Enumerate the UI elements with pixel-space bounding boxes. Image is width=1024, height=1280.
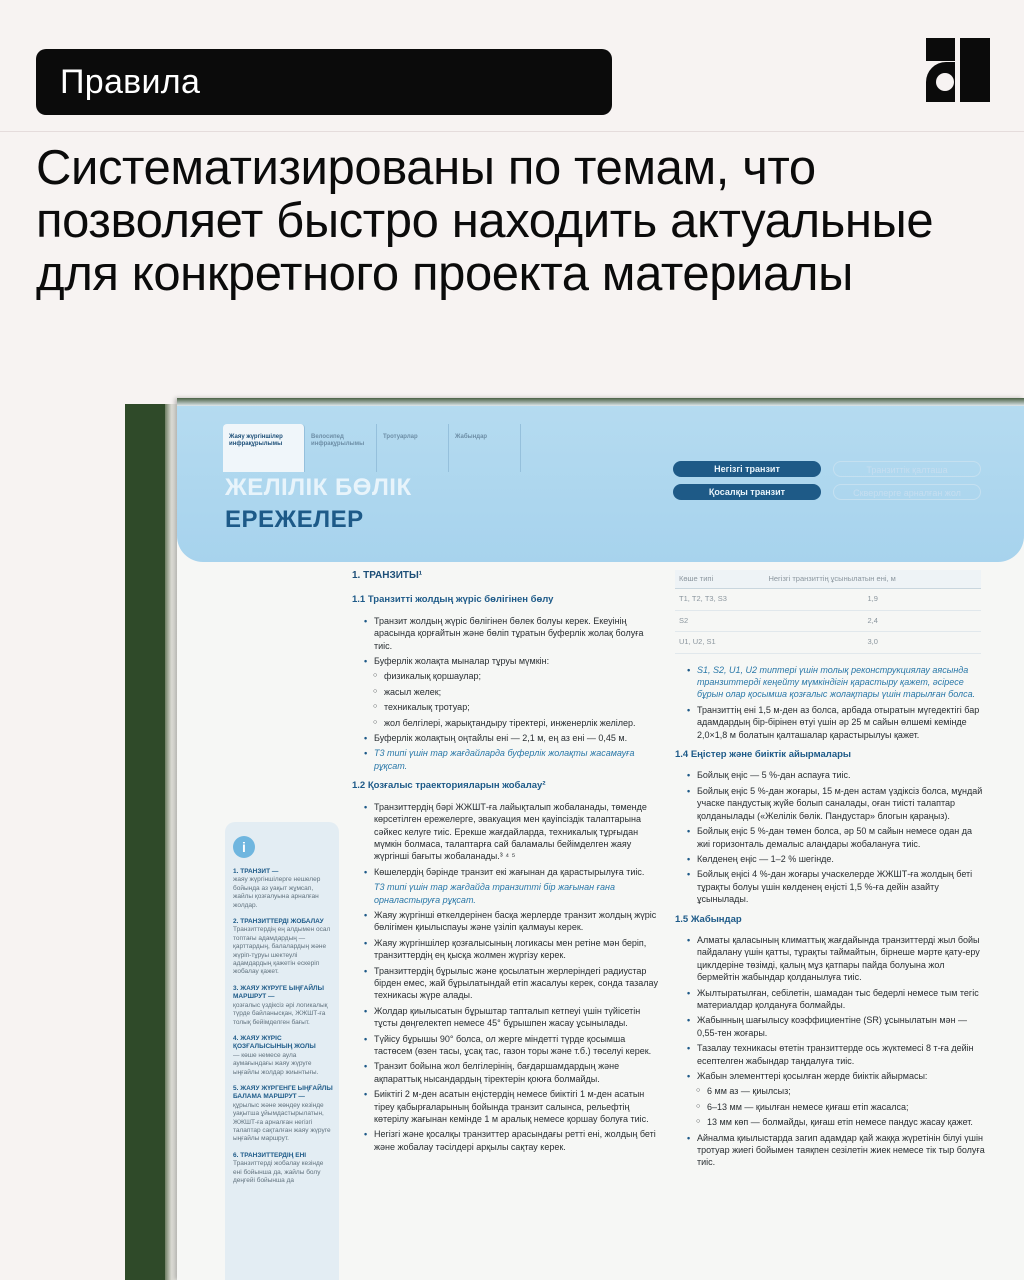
rule-item: • Айналма қиылыстарда загип адамдар қай жаққа жүретінін білуі үшін тротуар жиегі бойымен таяқпен сезілетін жиек немесе тік тыр болуға тиіс.	[675, 1132, 985, 1169]
table-header: Негізгі транзиттің ұсынылатын ені, м	[764, 570, 981, 589]
rule-item: • Транзиттердің бұрылыс және қосылатын жерлеріндегі радиустар бірден емес, жай бұрылатындай етіп жасалуы керек, сонда тазалау техникасы жүре алады.	[352, 965, 662, 1002]
info-icon: i	[233, 836, 255, 858]
pill-main-transit: Негізгі транзит	[673, 461, 821, 477]
rule-item: • Транзиттің ені 1,5 м-ден аз болса, арбада отыратын мүгедектігі бар адамдардың бір-бірінен өтуі үшін әр 25 м сайын өлшемі кемінде 2,0×1,8 м болатын қалташалар қарастырылуы қажет.	[675, 704, 985, 741]
rule-item-exception: • S1, S2, U1, U2 типтері үшін толық реконструкциялау аясында транзиттерді кеңейту мүмкіндігін қарастыру қажет, әсіресе бұрын олар қосымша қозғалыс жолақтары үшін тарылған болса.	[675, 664, 985, 701]
table-cell: Т1, Т2, Т3, S3	[675, 589, 764, 610]
info-sidebar	[225, 822, 339, 1280]
rule-subitem: ○ 13 мм көп — болмайды, қиғаш етіп немесе пандус жасау қажет.	[675, 1116, 985, 1128]
hero-title-line-1: ЖЕЛІЛІК БӨЛІК	[225, 474, 412, 501]
rule-item: • Буферлік жолақтың оңтайлы ені — 2,1 м, ең аз ені — 0,45 м.	[352, 732, 662, 744]
sidebar-note-heading: 2. ТРАНЗИТТЕРДІ ЖОБАЛАУ	[233, 918, 324, 926]
rule-item: • Биіктігі 2 м-ден асатын еңістердің немесе биіктігі 1 м-ден асатын тіреу қабырғаларының бойында транзит салынса, рельефтің көтерілу жағынан кемінде 1 м аралық немесе қоршау болуға тиіс.	[352, 1088, 662, 1125]
sidebar-note-text: қозғалыс үздіксіз әрі логикалық түрде байланысқан, ЖЖШТ-ға толық бейімделген бағыт.	[233, 1001, 328, 1026]
transit-width-table	[675, 570, 981, 654]
page-tab: Тротуарлар	[377, 424, 449, 472]
rule-subitem: ○ техникалық тротуар;	[352, 701, 662, 713]
header-divider	[0, 131, 1024, 132]
page-hero-banner	[177, 404, 1024, 562]
section-tag	[36, 49, 612, 115]
sidebar-note-text: Транзиттерді жобалау кезінде ені бойынша да, жайлы болу деңгейі бойынша да	[233, 1160, 324, 1184]
sidebar-note-text: құрылыс және жөндеу кезінде уақытша ұйымдастырылатын, ЖЖШТ-ға арналған негізгі талаптар сақталған жаяу жүруге ыңғайлы маршрут.	[233, 1101, 331, 1143]
table-row	[675, 589, 981, 610]
pill-secondary-transit: Қосалқы транзит	[673, 484, 821, 500]
rule-item: • Көшелердің бәрінде транзит екі жағынан да қарастырылуға тиіс.	[352, 866, 662, 878]
rule-item: • Транзиттердің бәрі ЖЖШТ-ға лайықталып жобаланады, төменде көрсетілген ережелерге, эвакуация мен қауіпсіздік талаптарына сәйкес келуге тиіс. Ерекше жағдайларда, техникалық тұрғыдан мүмкін болмаса, талаптарға сай баламалы бейімделген жаяу жүргінші бағыты жобаланады.³ ⁴ ⁵	[352, 801, 662, 863]
table-cell: U1, U2, S1	[675, 632, 764, 653]
sidebar-note-heading: 5. ЖАЯУ ЖҮРГЕНГЕ ЫҢҒАЙЛЫ БАЛАМА МАРШРУТ —	[233, 1084, 333, 1101]
table-row	[675, 632, 981, 653]
sidebar-note-heading: 3. ЖАЯУ ЖҮРУГЕ ЫҢҒАЙЛЫ МАРШРУТ —	[233, 984, 324, 1001]
table-cell: 2,4	[764, 610, 981, 631]
rule-item: • Транзит бойына жол белгілерінің, бағдаршамдардың және ақпараттық нысандардың тіректерін қоюға болмайды.	[352, 1060, 662, 1085]
rule-item: • Көлденең еңіс — 1–2 % шегінде.	[675, 853, 985, 865]
table-cell: 1,9	[764, 589, 981, 610]
sidebar-note-text: — көше немесе аула аумағындағы жаяу жүруге ыңғайлы жолдар жиынтығы.	[233, 1051, 319, 1076]
rule-item: • Транзит жолдың жүріс бөлігінен бөлек болуы керек. Екеуінің арасында қорғайтын және бөліп тұратын буферлік жолақ болуға тиіс.	[352, 615, 662, 652]
table-cell: 3,0	[764, 632, 981, 653]
booklet-page	[177, 398, 1024, 1280]
rule-subitem: ○ жасыл желек;	[352, 686, 662, 698]
rule-item: • Алматы қаласының климаттық жағдайында транзиттерді жыл бойы пайдалану үшін қатты, тұрақты таймайтын, бірнеше мәрте қату-еру циклдеріне төзімді, қалың мұз қатпары пайда болуына жол бермейтін жабындар қолданылуға тиіс.	[675, 934, 985, 984]
subsection-heading: 1.2 Қозғалыс траекторияларын жобалау²	[352, 780, 546, 792]
section-tag-label: Правила	[60, 62, 201, 101]
left-column	[352, 570, 662, 1156]
rule-subitem: ○ жол белгілері, жарықтандыру тіректері, инженерлік желілер.	[352, 717, 662, 729]
rule-item: • Буферлік жолақта мыналар тұруы мүмкін:	[352, 655, 662, 667]
rule-item: • Бойлық еңіс — 5 %-дан аспауға тиіс.	[675, 769, 985, 781]
rule-item-exception: • Т3 типі үшін тар жағдайларда буферлік жолақты жасамауға рұқсат.	[352, 747, 662, 772]
subsection-heading: 1.5 Жабындар	[675, 913, 742, 925]
page-tab: Велосипед инфрақұрылымы	[305, 424, 377, 472]
rule-item: • Жабынның шағылысу коэффициентіне (SR) ұсынылатын мән — 0,55-тен жоғары.	[675, 1014, 985, 1039]
rule-item: • Бойлық еңіс 5 %-дан жоғары, 15 м-ден астам үздіксіз болса, мұндай учаске пандустық жүйе болып саналады, оған тиісті талаптар қолданылады («Желілік бөлік. Пандустар» блогын қараңыз).	[675, 785, 985, 822]
sidebar-note-text: жаяу жүргіншілерге нешелер бойында аз уақыт жұмсап, жайлы қозғалуына арналған жолдар.	[233, 876, 321, 909]
rule-item: • Тазалау техникасы өтетін транзиттерде ось жүктемесі 8 т-ға дейін есептелген жабындар таңдалуға тиіс.	[675, 1042, 985, 1067]
rule-subitem: ○ 6 мм аз — қиылсыз;	[675, 1085, 985, 1097]
page-tab: Жабындар	[449, 424, 521, 472]
page-tab-active: Жаяу жүргіншілер инфрақұрылымы	[223, 424, 305, 472]
rule-item: • Бойлық еңісі 4 %-дан жоғары учаскелерде ЖЖШТ-ға жолдың беті тұрақты болуы үшін көлденең еңісті 1,5 %-ға дейін азайту ұсынылады.	[675, 868, 985, 905]
right-column	[675, 570, 985, 1172]
section-heading: 1. ТРАНЗИТЫ¹	[352, 570, 423, 581]
pill-transit-zone: Транзиттік қалташа	[833, 461, 981, 477]
table-row	[675, 610, 981, 631]
sidebar-note-text: Транзиттердің ең алдымен осал топтағы адамдардың — қарттардың, балалардың және жүріп-тұруы шектеулі адамдардың қажетін ескеріп жобалау қажет.	[233, 926, 331, 976]
table-header: Көше типі	[675, 570, 764, 589]
rule-item: • Жабын элементтері қосылған жерде биіктік айырмасы:	[675, 1070, 985, 1082]
booklet-photo	[125, 398, 1024, 1280]
rule-item: • Жылтыратылған, себілетін, шамадан тыс бедерлі немесе тым тегіс материалдар қолдануға болмайды.	[675, 987, 985, 1012]
page-top-shadow	[177, 398, 1024, 406]
rule-item: • Негізгі және қосалқы транзиттер арасындағы ретті ені, жолдың беті және жобалау тәсілдері арқылы сақтау керек.	[352, 1128, 662, 1153]
rule-item: • Жаяу жүргінші өткелдерінен басқа жерлерде транзит жолдың жүріс бөлігімен қиылыспауы және үзіліп қалмауы керек.	[352, 909, 662, 934]
rule-item: • Түйісу бұрышы 90° болса, ол жерге міндетті түрде қосымша тастөсем (өзен тасы, ұсақ тас, газон торы және т.б.) төселуі керек.	[352, 1033, 662, 1058]
rule-note: Т3 типі үшін тар жағдайда транзитті бір жағынан ғана орналастыруға рұқсат.	[374, 882, 615, 905]
rule-item: • Жолдар қиылысатын бұрыштар тапталып кетпеуі үшін түйісетін тұсты дөңгелектеп немесе 45° бұрышпен жасау ұсынылады.	[352, 1005, 662, 1030]
rule-item: • Жаяу жүргіншілер қозғалысының логикасы мен ретіне мән беріп, транзиттердің ең қысқа жолмен жүргізу керек.	[352, 937, 662, 962]
sidebar-note-heading: 6. ТРАНЗИТТЕРДІҢ ЕНІ	[233, 1151, 307, 1159]
rule-item: • Бойлық еңіс 5 %-дан төмен болса, әр 50 м сайын немесе одан да жиі горизонталь демалыс алаңдары жобалануға тиіс.	[675, 825, 985, 850]
sidebar-note-heading: 4. ЖАЯУ ЖҮРІС ҚОЗҒАЛЫСЫНЫҢ ЖОЛЫ	[233, 1034, 316, 1051]
rule-subitem: ○ 6–13 мм — қиылған немесе қиғаш етіп жасалса;	[675, 1101, 985, 1113]
rule-subitem: ○ физикалық қоршаулар;	[352, 670, 662, 682]
subsection-heading: 1.1 Транзитті жолдың жүріс бөлігінен бөлу	[352, 594, 554, 606]
page-tab-row	[223, 424, 521, 472]
pill-sidewalk-zone: Скверлерге арналған жол	[833, 484, 981, 500]
page-headline: Систематизированы по темам, что позволяет быстро находить актуальные для конкретного проекта материалы	[36, 141, 934, 301]
subsection-heading: 1.4 Еңістер және биіктік айырмалары	[675, 749, 852, 761]
hero-title-line-2: ЕРЕЖЕЛЕР	[225, 506, 364, 533]
brand-logo-icon	[926, 38, 990, 102]
sidebar-note-heading: 1. ТРАНЗИТ —	[233, 868, 279, 875]
table-cell: S2	[675, 610, 764, 631]
